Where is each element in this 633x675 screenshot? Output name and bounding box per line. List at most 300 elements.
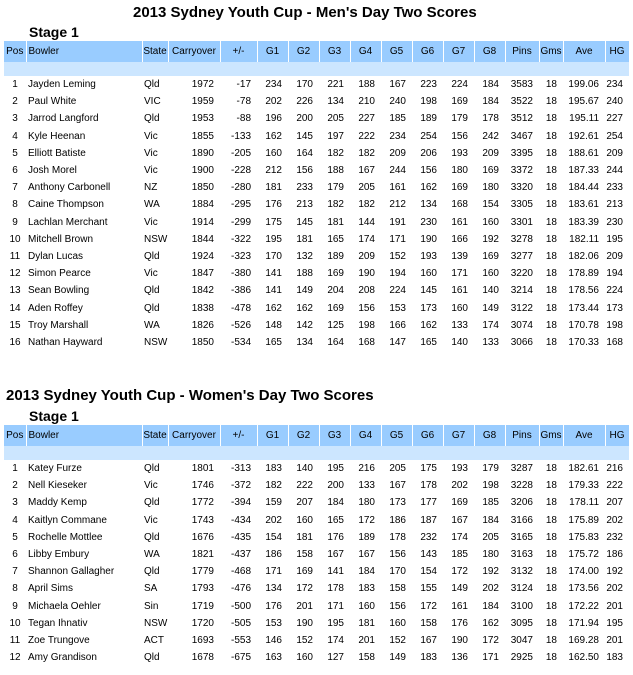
table-cell: 18 bbox=[545, 113, 557, 125]
table-cell: 175 bbox=[420, 463, 437, 475]
bowler-name: Jarrod Langford bbox=[28, 113, 99, 125]
table-cell: 18 bbox=[545, 514, 557, 526]
table-cell: 198 bbox=[420, 96, 437, 108]
band-cell bbox=[539, 446, 563, 460]
band-cell bbox=[319, 446, 350, 460]
table-cell: 172 bbox=[451, 566, 468, 578]
bowler-name: Nell Kieseker bbox=[28, 480, 87, 492]
table-cell: 221 bbox=[327, 79, 344, 91]
table-cell: 173 bbox=[420, 302, 437, 314]
table-cell: 184.44 bbox=[568, 182, 599, 194]
column-header-g5: G5 bbox=[381, 425, 412, 446]
table-cell: -386 bbox=[230, 285, 251, 297]
table-cell: SA bbox=[144, 583, 158, 595]
table-cell: 167 bbox=[389, 480, 406, 492]
table-cell: 4 bbox=[12, 514, 18, 526]
table-cell: 2 bbox=[12, 480, 18, 492]
table-cell: 209 bbox=[389, 147, 406, 159]
table-cell: 190 bbox=[358, 268, 375, 280]
table-cell: 156 bbox=[389, 549, 406, 561]
table-cell: 3095 bbox=[510, 617, 533, 629]
table-cell: 149 bbox=[389, 652, 406, 664]
table-cell: 18 bbox=[545, 480, 557, 492]
table-cell: 233 bbox=[296, 182, 313, 194]
table-cell: 1 bbox=[12, 79, 18, 91]
bowler-name: Tegan Ihnativ bbox=[28, 617, 88, 629]
table-cell: 183 bbox=[358, 583, 375, 595]
bowler-name: Mitchell Brown bbox=[28, 233, 94, 245]
table-cell: 1959 bbox=[191, 96, 214, 108]
table-cell: 145 bbox=[296, 216, 313, 228]
table-cell: 1842 bbox=[191, 285, 214, 297]
table-cell: 3132 bbox=[510, 566, 533, 578]
table-cell: 195 bbox=[327, 617, 344, 629]
table-cell: 166 bbox=[451, 233, 468, 245]
table-cell: 186 bbox=[606, 549, 623, 561]
table-cell: 190 bbox=[420, 233, 437, 245]
table-cell: Vic bbox=[144, 165, 158, 177]
table-cell: 169 bbox=[482, 165, 499, 177]
table-cell: 169 bbox=[482, 250, 499, 262]
table-cell: Vic bbox=[144, 514, 158, 526]
table-cell: 213 bbox=[296, 199, 313, 211]
band-cell bbox=[220, 62, 257, 76]
table-cell: 192 bbox=[606, 566, 623, 578]
table-cell: -435 bbox=[230, 531, 251, 543]
table-cell: 1720 bbox=[191, 617, 214, 629]
table-cell: 5 bbox=[12, 531, 18, 543]
table-cell: 18 bbox=[545, 130, 557, 142]
bowler-name: Jayden Leming bbox=[28, 79, 96, 91]
table-cell: 173 bbox=[606, 302, 623, 314]
table-cell: 3320 bbox=[510, 182, 533, 194]
table-cell: 148 bbox=[265, 319, 282, 331]
table-row bbox=[4, 563, 629, 580]
table-cell: 179 bbox=[327, 182, 344, 194]
table-cell: -675 bbox=[230, 652, 251, 664]
table-cell: 134 bbox=[265, 583, 282, 595]
table-cell: 158 bbox=[389, 583, 406, 595]
table-cell: 1826 bbox=[191, 319, 214, 331]
table-cell: 188 bbox=[296, 268, 313, 280]
band-cell bbox=[168, 446, 220, 460]
table-cell: 222 bbox=[358, 130, 375, 142]
band-cell bbox=[4, 62, 26, 76]
table-cell: 1953 bbox=[191, 113, 214, 125]
table-cell: 156 bbox=[451, 130, 468, 142]
table-cell: 187 bbox=[420, 514, 437, 526]
table-cell: 1821 bbox=[191, 549, 214, 561]
table-row bbox=[4, 299, 629, 316]
table-cell: 3220 bbox=[510, 268, 533, 280]
bowler-name: Libby Embury bbox=[28, 549, 90, 561]
table-cell: 18 bbox=[545, 79, 557, 91]
table-cell: 160 bbox=[482, 216, 499, 228]
column-header-g1: G1 bbox=[257, 425, 288, 446]
table-row bbox=[4, 512, 629, 529]
table-cell: 195 bbox=[327, 463, 344, 475]
table-cell: 1693 bbox=[191, 634, 214, 646]
table-cell: -313 bbox=[230, 463, 251, 475]
table-cell: Vic bbox=[144, 130, 158, 142]
table-cell: 18 bbox=[545, 285, 557, 297]
table-cell: 178 bbox=[420, 480, 437, 492]
table-cell: 6 bbox=[12, 165, 18, 177]
table-cell: 12 bbox=[9, 652, 21, 664]
table-cell: 240 bbox=[389, 96, 406, 108]
table-cell: 171 bbox=[389, 233, 406, 245]
table-cell: 144 bbox=[358, 216, 375, 228]
table-cell: 1793 bbox=[191, 583, 214, 595]
bowler-name: Sean Bowling bbox=[28, 285, 90, 297]
table-cell: 167 bbox=[358, 549, 375, 561]
band-cell bbox=[412, 62, 443, 76]
table-row bbox=[4, 265, 629, 282]
table-cell: 1746 bbox=[191, 480, 214, 492]
table-cell: 160 bbox=[296, 652, 313, 664]
table-cell: 13 bbox=[9, 285, 21, 297]
column-header-g1: G1 bbox=[257, 41, 288, 62]
table-cell: -228 bbox=[230, 165, 251, 177]
table-cell: 3166 bbox=[510, 514, 533, 526]
table-cell: 145 bbox=[420, 285, 437, 297]
table-cell: 209 bbox=[606, 147, 623, 159]
table-cell: NSW bbox=[144, 233, 168, 245]
table-cell: 172 bbox=[420, 600, 437, 612]
table-cell: 224 bbox=[451, 79, 468, 91]
bowler-name: Josh Morel bbox=[28, 165, 77, 177]
table-cell: 194 bbox=[606, 268, 623, 280]
table-cell: -437 bbox=[230, 549, 251, 561]
table-cell: 227 bbox=[358, 113, 375, 125]
table-cell: 240 bbox=[606, 96, 623, 108]
table-cell: 143 bbox=[420, 549, 437, 561]
table-cell: 18 bbox=[545, 182, 557, 194]
women-stage-label: Stage 1 bbox=[29, 408, 79, 424]
column-header-: +/- bbox=[220, 425, 257, 446]
table-cell: 3467 bbox=[510, 130, 533, 142]
table-cell: 184 bbox=[358, 566, 375, 578]
band-cell bbox=[474, 62, 505, 76]
table-cell: 18 bbox=[545, 268, 557, 280]
table-cell: 184 bbox=[482, 514, 499, 526]
table-cell: 199.06 bbox=[568, 79, 599, 91]
table-cell: 183 bbox=[606, 652, 623, 664]
table-cell: 196 bbox=[265, 113, 282, 125]
table-cell: 7 bbox=[12, 566, 18, 578]
table-cell: 147 bbox=[389, 336, 406, 348]
table-cell: 158 bbox=[358, 652, 375, 664]
bowler-name: Rochelle Mottlee bbox=[28, 531, 103, 543]
table-cell: 192 bbox=[482, 566, 499, 578]
column-header-g7: G7 bbox=[443, 425, 474, 446]
table-cell: 1847 bbox=[191, 268, 214, 280]
table-cell: 175.83 bbox=[568, 531, 599, 543]
men-stage-label: Stage 1 bbox=[29, 24, 79, 40]
table-cell: 202 bbox=[606, 583, 623, 595]
table-cell: 174 bbox=[358, 233, 375, 245]
column-header-state: State bbox=[142, 41, 168, 62]
column-header-g2: G2 bbox=[288, 425, 319, 446]
band-cell bbox=[288, 446, 319, 460]
table-cell: -476 bbox=[230, 583, 251, 595]
table-cell: 140 bbox=[296, 463, 313, 475]
column-header-g5: G5 bbox=[381, 41, 412, 62]
table-cell: 161 bbox=[451, 216, 468, 228]
table-cell: 182.06 bbox=[568, 250, 599, 262]
table-cell: 18 bbox=[545, 302, 557, 314]
bowler-name: Zoe Trungove bbox=[28, 634, 90, 646]
table-cell: 173 bbox=[389, 497, 406, 509]
table-cell: 191 bbox=[389, 216, 406, 228]
table-cell: 174 bbox=[482, 319, 499, 331]
table-cell: 204 bbox=[327, 285, 344, 297]
table-cell: 167 bbox=[389, 79, 406, 91]
column-header-g3: G3 bbox=[319, 425, 350, 446]
table-cell: 230 bbox=[420, 216, 437, 228]
band-cell bbox=[257, 62, 288, 76]
table-cell: 202 bbox=[265, 514, 282, 526]
table-cell: 1838 bbox=[191, 302, 214, 314]
table-cell: -372 bbox=[230, 480, 251, 492]
table-cell: 1801 bbox=[191, 463, 214, 475]
table-cell: -380 bbox=[230, 268, 251, 280]
table-cell: 172 bbox=[296, 583, 313, 595]
table-cell: 1884 bbox=[191, 199, 214, 211]
table-cell: 1972 bbox=[191, 79, 214, 91]
table-cell: 190 bbox=[296, 617, 313, 629]
table-cell: 182.11 bbox=[569, 233, 599, 245]
table-cell: 174 bbox=[327, 634, 344, 646]
table-cell: 232 bbox=[420, 531, 437, 543]
table-cell: 15 bbox=[9, 319, 21, 331]
table-cell: 169 bbox=[451, 182, 468, 194]
table-cell: 169 bbox=[451, 96, 468, 108]
table-row bbox=[4, 196, 629, 213]
column-header-g8: G8 bbox=[474, 41, 505, 62]
table-cell: 2925 bbox=[510, 652, 533, 664]
table-cell: 177 bbox=[420, 497, 437, 509]
table-cell: 185 bbox=[482, 497, 499, 509]
table-cell: 149 bbox=[482, 302, 499, 314]
table-cell: 159 bbox=[265, 497, 282, 509]
table-cell: -78 bbox=[236, 96, 251, 108]
table-row bbox=[4, 580, 629, 597]
table-cell: Qld bbox=[144, 79, 160, 91]
table-cell: 195 bbox=[606, 233, 623, 245]
bowler-name: Anthony Carbonell bbox=[28, 182, 111, 194]
table-cell: -205 bbox=[230, 147, 251, 159]
table-cell: -553 bbox=[230, 634, 251, 646]
bowler-name: Amy Grandison bbox=[28, 652, 97, 664]
table-cell: 195 bbox=[606, 617, 623, 629]
table-cell: 186 bbox=[389, 514, 406, 526]
table-cell: 11 bbox=[9, 634, 21, 646]
band-cell bbox=[563, 62, 605, 76]
table-cell: 125 bbox=[327, 319, 344, 331]
table-cell: 216 bbox=[606, 463, 623, 475]
band-cell bbox=[142, 62, 168, 76]
table-cell: 182 bbox=[358, 199, 375, 211]
column-header-carryover: Carryover bbox=[168, 425, 220, 446]
table-cell: 188 bbox=[358, 79, 375, 91]
table-cell: 3206 bbox=[510, 497, 533, 509]
table-cell: WA bbox=[144, 319, 160, 331]
table-cell: 182.61 bbox=[568, 463, 599, 475]
table-cell: 133 bbox=[451, 319, 468, 331]
band-cell bbox=[142, 446, 168, 460]
table-cell: 140 bbox=[451, 336, 468, 348]
table-cell: 181 bbox=[296, 531, 313, 543]
bowler-name: Elliott Batiste bbox=[28, 147, 86, 159]
table-cell: 195.11 bbox=[569, 113, 599, 125]
column-header-g3: G3 bbox=[319, 41, 350, 62]
table-cell: 216 bbox=[358, 463, 375, 475]
table-cell: WA bbox=[144, 199, 160, 211]
header-band bbox=[4, 62, 629, 76]
table-cell: 194 bbox=[389, 268, 406, 280]
table-cell: Qld bbox=[144, 463, 160, 475]
bowler-name: Simon Pearce bbox=[28, 268, 91, 280]
table-row bbox=[4, 317, 629, 334]
column-header-g6: G6 bbox=[412, 41, 443, 62]
table-cell: 162 bbox=[296, 302, 313, 314]
table-cell: 152 bbox=[389, 634, 406, 646]
table-cell: 178.56 bbox=[568, 285, 599, 297]
table-cell: NSW bbox=[144, 617, 168, 629]
band-cell bbox=[505, 446, 539, 460]
table-cell: 163 bbox=[265, 652, 282, 664]
table-cell: 3228 bbox=[510, 480, 533, 492]
band-cell bbox=[605, 62, 629, 76]
bowler-name: Dylan Lucas bbox=[28, 250, 84, 262]
table-cell: 3074 bbox=[510, 319, 533, 331]
table-cell: 140 bbox=[482, 285, 499, 297]
table-cell: -322 bbox=[230, 233, 251, 245]
table-cell: 3583 bbox=[510, 79, 533, 91]
table-cell: 174.00 bbox=[568, 566, 599, 578]
men-scores-table bbox=[4, 41, 630, 351]
table-cell: 232 bbox=[606, 531, 623, 543]
table-cell: 1900 bbox=[191, 165, 214, 177]
table-cell: 242 bbox=[482, 130, 499, 142]
band-cell bbox=[319, 62, 350, 76]
table-cell: 1 bbox=[12, 463, 18, 475]
table-cell: 178.89 bbox=[568, 268, 599, 280]
band-cell bbox=[26, 446, 142, 460]
table-cell: Qld bbox=[144, 285, 160, 297]
table-cell: 166 bbox=[389, 319, 406, 331]
table-cell: 193 bbox=[420, 250, 437, 262]
column-header-ave: Ave bbox=[563, 41, 605, 62]
table-cell: Qld bbox=[144, 566, 160, 578]
table-row bbox=[4, 76, 629, 93]
table-cell: 179 bbox=[482, 463, 499, 475]
band-cell bbox=[381, 446, 412, 460]
table-cell: 155 bbox=[420, 583, 437, 595]
band-cell bbox=[563, 446, 605, 460]
table-cell: 161 bbox=[451, 600, 468, 612]
bowler-name: Maddy Kemp bbox=[28, 497, 87, 509]
table-cell: 1779 bbox=[191, 566, 214, 578]
table-cell: 222 bbox=[296, 480, 313, 492]
table-cell: 18 bbox=[545, 531, 557, 543]
table-cell: 168 bbox=[606, 336, 623, 348]
table-cell: 181 bbox=[296, 233, 313, 245]
table-cell: 18 bbox=[545, 583, 557, 595]
column-header-g4: G4 bbox=[350, 41, 381, 62]
table-cell: 167 bbox=[358, 165, 375, 177]
table-cell: 141 bbox=[265, 285, 282, 297]
table-cell: -394 bbox=[230, 497, 251, 509]
table-cell: 165 bbox=[420, 336, 437, 348]
table-cell: 1844 bbox=[191, 233, 214, 245]
table-cell: 3301 bbox=[510, 216, 533, 228]
table-cell: 178 bbox=[389, 531, 406, 543]
table-cell: 16 bbox=[9, 336, 21, 348]
bowler-name: Troy Marshall bbox=[28, 319, 89, 331]
table-cell: 184 bbox=[327, 497, 344, 509]
table-row bbox=[4, 179, 629, 196]
table-cell: 162 bbox=[265, 302, 282, 314]
table-cell: 158 bbox=[420, 617, 437, 629]
table-cell: 167 bbox=[327, 549, 344, 561]
table-cell: 200 bbox=[296, 113, 313, 125]
table-cell: 133 bbox=[482, 336, 499, 348]
table-cell: 169 bbox=[296, 566, 313, 578]
table-cell: 133 bbox=[358, 480, 375, 492]
table-cell: 18 bbox=[545, 96, 557, 108]
table-cell: 180 bbox=[451, 165, 468, 177]
table-cell: 1743 bbox=[191, 514, 214, 526]
table-cell: Qld bbox=[144, 497, 160, 509]
table-cell: 233 bbox=[606, 182, 623, 194]
table-row bbox=[4, 460, 629, 477]
table-cell: 202 bbox=[265, 96, 282, 108]
men-header-row bbox=[4, 41, 629, 62]
table-cell: 1772 bbox=[191, 497, 214, 509]
table-cell: 244 bbox=[389, 165, 406, 177]
column-header-bowler: Bowler bbox=[26, 425, 142, 446]
table-cell: 160 bbox=[420, 268, 437, 280]
table-cell: 201 bbox=[358, 634, 375, 646]
table-cell: 165 bbox=[327, 233, 344, 245]
table-cell: 209 bbox=[482, 147, 499, 159]
table-cell: 169.28 bbox=[568, 634, 599, 646]
table-cell: 134 bbox=[327, 96, 344, 108]
table-cell: 160 bbox=[389, 617, 406, 629]
table-cell: 18 bbox=[545, 165, 557, 177]
bowler-name: Paul White bbox=[28, 96, 77, 108]
women-header-row bbox=[4, 425, 629, 446]
table-cell: 1719 bbox=[191, 600, 214, 612]
table-row bbox=[4, 494, 629, 511]
table-cell: Vic bbox=[144, 268, 158, 280]
table-cell: 182 bbox=[327, 147, 344, 159]
table-cell: -133 bbox=[230, 130, 251, 142]
table-cell: 212 bbox=[265, 165, 282, 177]
table-cell: 181 bbox=[265, 182, 282, 194]
table-cell: 153 bbox=[265, 617, 282, 629]
table-cell: 201 bbox=[606, 600, 623, 612]
table-cell: 198 bbox=[606, 319, 623, 331]
table-cell: 156 bbox=[296, 165, 313, 177]
table-cell: 202 bbox=[482, 583, 499, 595]
table-row bbox=[4, 93, 629, 110]
table-cell: 201 bbox=[296, 600, 313, 612]
table-row bbox=[4, 598, 629, 615]
table-cell: NSW bbox=[144, 336, 168, 348]
